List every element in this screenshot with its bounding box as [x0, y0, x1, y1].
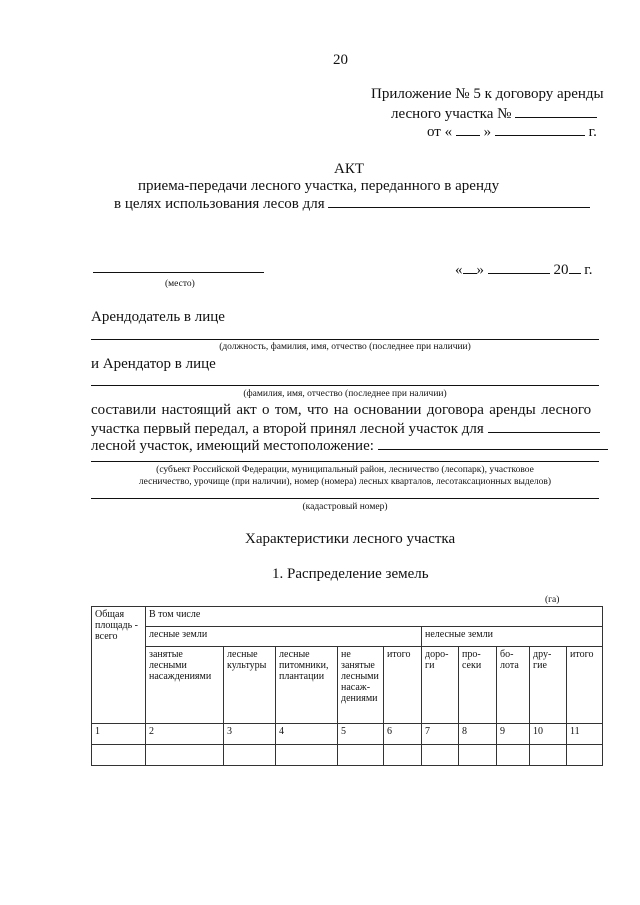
- lease-number-blank: [515, 105, 597, 118]
- act-date: [455, 261, 592, 279]
- act-day-blank: [463, 261, 477, 274]
- act-subtitle: приема-передачи лесного участка, переданного в аренду: [138, 178, 500, 194]
- cadastral-caption: (кадастровый номер): [302, 502, 388, 512]
- purpose-label: в целях использования лесов для: [114, 196, 325, 212]
- units-label: (га): [545, 595, 560, 605]
- col-number: 9: [497, 724, 530, 745]
- col-number: 10: [530, 724, 567, 745]
- location-caption-line-2: лесничество, урочище (при наличии), номер (номера) лесных кварталов, лесотаксационных выделов): [138, 477, 552, 487]
- act-title: АКТ: [334, 161, 364, 177]
- location-blank: [378, 437, 608, 450]
- page-number: 20: [333, 52, 348, 68]
- location-caption-wrap: [91, 465, 599, 487]
- lessor-label: Арендодатель в лице: [91, 309, 225, 325]
- table-cell-empty[interactable]: [146, 745, 224, 766]
- table-cell-empty[interactable]: [497, 745, 530, 766]
- including-header: В том числе: [146, 607, 603, 627]
- table-cell-empty[interactable]: [384, 745, 422, 766]
- col-number: 2: [146, 724, 224, 745]
- col-header-swamps: бо-лота: [497, 647, 530, 724]
- col-number: 3: [224, 724, 276, 745]
- lessee-blank: [91, 385, 599, 386]
- month-year-blank: [495, 123, 585, 136]
- location-caption-line-1: (субъект Российской Федерации, муниципальный район, лесничество (лесопарк), участковое: [156, 465, 534, 475]
- body-line-2: [91, 420, 600, 438]
- col-header-nurseries: лесные питомники, плантации: [276, 647, 338, 724]
- lessor-blank: [91, 339, 599, 340]
- col-number: 6: [384, 724, 422, 745]
- subsection-title: 1. Распределение земель: [272, 566, 429, 582]
- appendix-line-1: Приложение № 5 к договору аренды: [371, 86, 604, 102]
- lessee-caption: (фамилия, имя, отчество (последнее при наличии): [243, 389, 447, 399]
- col-header-other: дру-гие: [530, 647, 567, 724]
- purpose-blank-2: [488, 420, 600, 433]
- total-area-header: Общая площадь - всего: [92, 607, 146, 724]
- col-number: 4: [276, 724, 338, 745]
- cadastral-caption-wrap: [91, 502, 599, 512]
- body-line-3-text: лесной участок, имеющий местоположение:: [91, 438, 374, 454]
- act-date-open: «: [455, 262, 463, 278]
- table-cell-empty[interactable]: [459, 745, 497, 766]
- body-line-3: [91, 437, 608, 455]
- table-cell-empty[interactable]: [276, 745, 338, 766]
- nonforest-lands-header: нелесные земли: [422, 627, 603, 647]
- col-header-unforested: не занятые лесными насаж-дениями: [338, 647, 384, 724]
- col-header-roads: доро-ги: [422, 647, 459, 724]
- appendix-lease-number-label: лесного участка №: [391, 106, 512, 122]
- col-number: 11: [567, 724, 603, 745]
- appendix-line-2: [391, 105, 597, 123]
- appendix-line-3: [427, 123, 597, 141]
- table-cell-empty[interactable]: [422, 745, 459, 766]
- col-header-forested: занятые лесными насаждениями: [146, 647, 224, 724]
- table-cell-empty[interactable]: [567, 745, 603, 766]
- forest-lands-header: лесные земли: [146, 627, 422, 647]
- year-suffix: г.: [588, 124, 597, 140]
- col-number: 5: [338, 724, 384, 745]
- act-month-blank: [488, 261, 550, 274]
- lessee-caption-wrap: [91, 389, 599, 399]
- place-blank: [93, 272, 264, 273]
- day-blank: [456, 123, 480, 136]
- section-title: Характеристики лесного участка: [245, 531, 456, 547]
- land-distribution-table: [91, 606, 603, 766]
- lessee-label: и Арендатор в лице: [91, 356, 216, 372]
- table-row-empty: [92, 745, 603, 766]
- col-header-forest-crops: лесные культуры: [224, 647, 276, 724]
- table-cell-empty[interactable]: [530, 745, 567, 766]
- act-date-close: »: [476, 262, 484, 278]
- body-line-1: составили настоящий акт о том, что на основании договора аренды лесного: [91, 402, 592, 418]
- date-close-quote: »: [483, 124, 492, 140]
- place-caption: (место): [165, 279, 195, 289]
- act-year-prefix: 20: [553, 262, 569, 278]
- col-header-forest-total: итого: [384, 647, 422, 724]
- col-header-nonforest-total: итого: [567, 647, 603, 724]
- cadastral-blank: [91, 498, 599, 499]
- table-cell-empty[interactable]: [92, 745, 146, 766]
- col-number: 7: [422, 724, 459, 745]
- col-number: 8: [459, 724, 497, 745]
- act-year-suffix: г.: [584, 262, 593, 278]
- lessor-caption: (должность, фамилия, имя, отчество (последнее при наличии): [219, 342, 471, 352]
- date-open-quote: от «: [427, 124, 453, 140]
- purpose-blank: [328, 195, 590, 208]
- act-purpose: [114, 195, 590, 213]
- table-cell-empty[interactable]: [224, 745, 276, 766]
- col-header-clearings: про-секи: [459, 647, 497, 724]
- col-number: 1: [92, 724, 146, 745]
- location-blank-2: [91, 461, 599, 462]
- body-line-2-text: участка первый передал, а второй принял лесной участок для: [91, 421, 484, 437]
- lessor-caption-wrap: [91, 342, 599, 352]
- act-year-blank: [569, 261, 581, 274]
- table-cell-empty[interactable]: [338, 745, 384, 766]
